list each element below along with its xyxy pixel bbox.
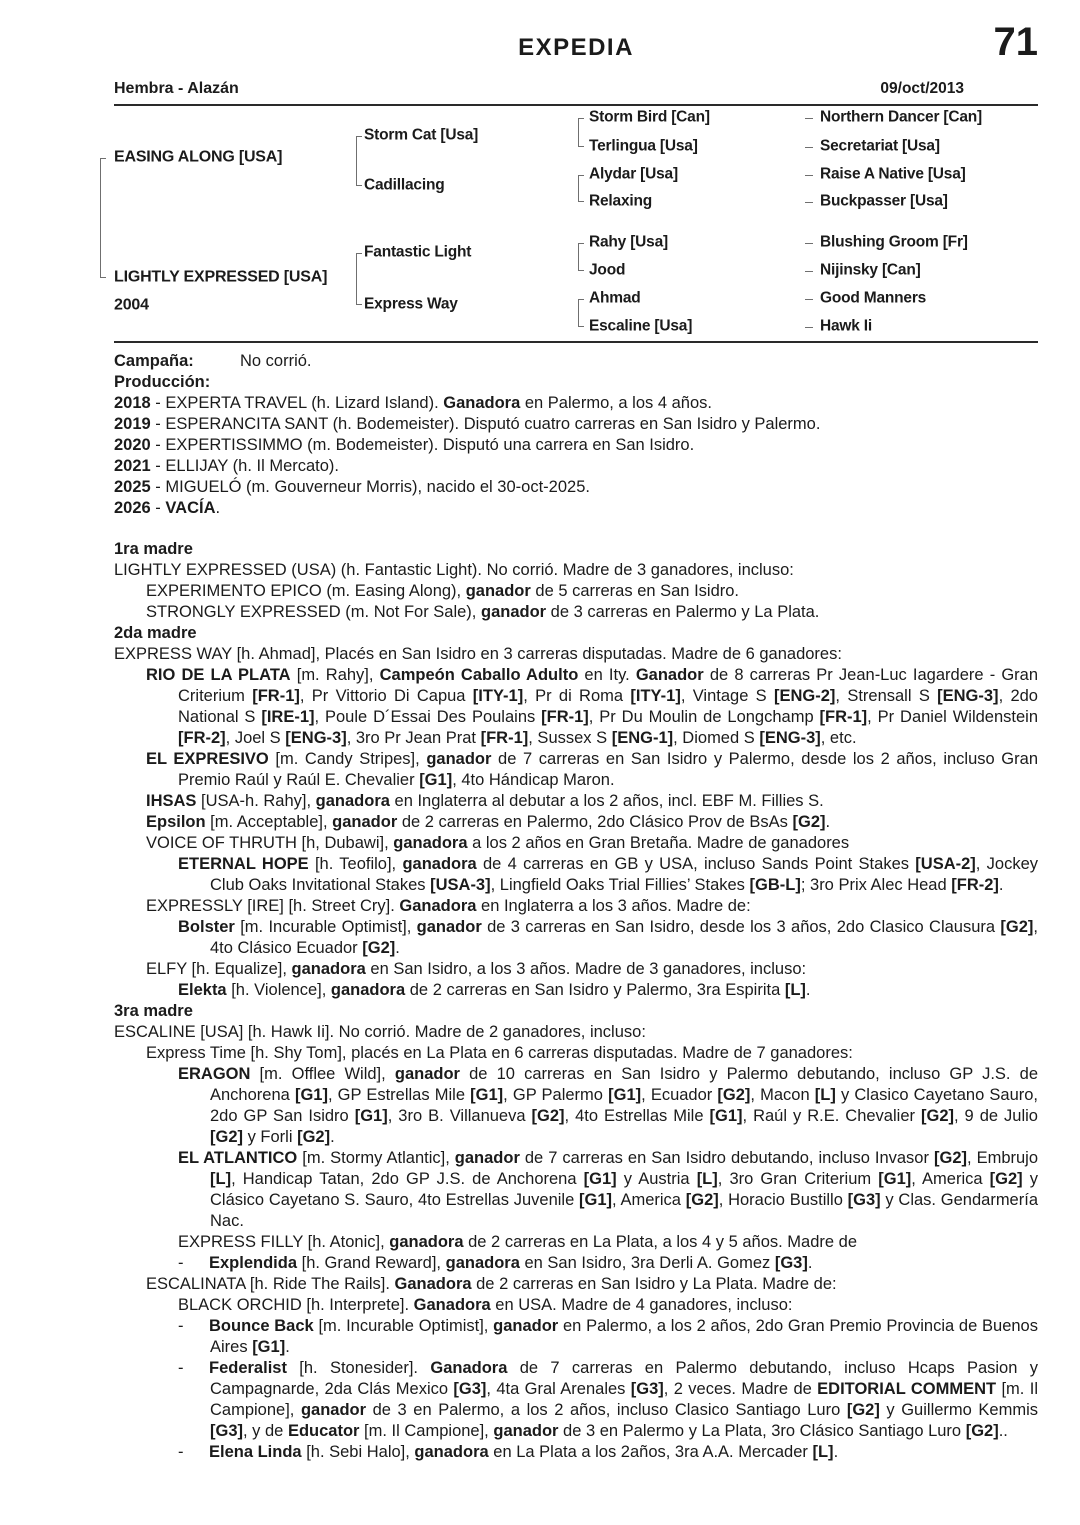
pedigree-node: Storm Bird [Can] [589,108,710,126]
emphasis-text: Elekta [178,981,227,999]
emphasis-text: Ganadora [430,1359,508,1377]
body-text: [h. Teofilo], [308,855,403,873]
campaign-label: Campaña: [114,352,194,370]
report-paragraph [114,1358,1038,1442]
tree-bracket [578,118,584,147]
emphasis-text: [G1] [878,1170,912,1188]
emphasis-text: [L] [696,1170,718,1188]
emphasis-text: Campeón Caballo Adulto [379,666,579,684]
report-paragraph [114,644,1038,665]
production-entry [114,393,1038,414]
body-text: , America [612,1191,686,1209]
emphasis-text: [G3] [847,1191,881,1209]
emphasis-text: ganador [480,603,547,621]
emphasis-text: 2021 [114,457,151,475]
report-paragraph [114,980,1038,1001]
body-text: y Clas. Gendarmería Nac. [210,1191,1038,1230]
body-text: BLACK ORCHID [h. Interprete]. [178,1296,414,1314]
body-text: . [805,981,811,999]
tree-bracket [100,158,106,278]
emphasis-text: EL EXPRESIVO [146,750,269,768]
emphasis-text: [G1] [252,1338,286,1356]
body-text: , Jockey Club Oaks Invitational Stakes [210,855,1038,894]
emphasis-text: [G3] [774,1254,808,1272]
emphasis-text: [G1] [354,1107,388,1125]
body-text: , y de [243,1422,288,1440]
report-paragraph [114,1316,1038,1358]
emphasis-text: [G2] [920,1107,954,1125]
emphasis-text: [L] [210,1170,232,1188]
emphasis-text: Bounce Back [209,1317,314,1335]
emphasis-text: 2025 [114,478,151,496]
production-entry [114,498,1038,519]
emphasis-text: [FR-2] [178,729,226,747]
pedigree-tree [114,106,1038,341]
emphasis-text: [USA-3] [430,876,491,894]
body-text: , 4to Clásico Ecuador [210,918,1038,957]
header-subrow [114,80,1038,98]
emphasis-text: [G2] [531,1107,565,1125]
sex-coat-label: Hembra - Alazán [114,80,239,97]
campaign-line [114,351,1038,372]
pedigree-node: Escaline [Usa] [589,317,693,335]
emphasis-text: [FR-2] [951,876,999,894]
body-text: , Joel S [225,729,286,747]
body-text: . [998,876,1004,894]
emphasis-text: ganador [332,813,398,831]
emphasis-text: Explendida [209,1254,298,1272]
emphasis-text: ganadora [330,981,406,999]
body-text: , 3ro B. Villanueva [387,1107,532,1125]
emphasis-text: Ganadora [394,1275,472,1293]
report-paragraph [114,560,1038,581]
body-text: , Pr Vittorio Di Capua [299,687,473,705]
emphasis-text: [G1] [608,1086,642,1104]
emphasis-text: [ITY-1] [472,687,524,705]
emphasis-text: ETERNAL HOPE [178,855,309,873]
report-paragraph [114,1295,1038,1316]
tree-dash [805,299,813,300]
body-text: . [395,939,400,957]
pedigree-node: Fantastic Light [364,243,472,261]
body-text: en Ity. [578,666,636,684]
emphasis-text: [G1] [579,1191,613,1209]
tree-bracket [356,136,362,186]
report-paragraph [114,1148,1038,1232]
section-heading: 3ra madre [114,1002,193,1020]
emphasis-text: [G1] [709,1107,743,1125]
pedigree-node: Northern Dancer [Can] [820,108,983,126]
emphasis-text: Ganador [635,666,704,684]
body-text: de 7 carreras en San Isidro y Palermo, desde los 2 años, incluso Gran Premio Raúl y Raúl E. Chevalier [178,750,1038,789]
production-entry [114,477,1038,498]
emphasis-text: [FR-1] [541,708,589,726]
body-text: , Poule D´Essai Des Poulains [314,708,542,726]
emphasis-text: [G2] [792,813,826,831]
report-paragraph [114,1253,1038,1274]
pedigree-node: Jood [589,261,626,279]
body-text: , America [911,1170,990,1188]
body-text: , 4to Hándicap Maron. [452,771,615,789]
pedigree-node: EASING ALONG [USA] [114,148,283,166]
emphasis-text: Ganadora [443,394,521,412]
report-paragraph [114,665,1038,749]
body-text: , Ecuador [641,1086,718,1104]
body-text: ESCALINE [USA] [h. Hawk Ii]. No corrió. Madre de 2 ganadores, incluso: [114,1023,646,1041]
list-dash: - [178,1443,184,1461]
pedigree-node: Terlingua [Usa] [589,137,698,155]
body-text: , 2do National S [178,687,1038,726]
emphasis-text: ganador [493,1317,559,1335]
emphasis-text: [G2] [933,1149,967,1167]
body-text: , Pr Daniel Wildenstein [867,708,1038,726]
body-text: , GP Estrellas Mile [327,1086,471,1104]
emphasis-text: [G2] [1000,918,1034,936]
emphasis-text: [G1] [470,1086,504,1104]
body-text: [m. Acceptable], [205,813,333,831]
body-text: de 7 carreras en San Isidro debutando, incluso Invasor [519,1149,934,1167]
body-text: de 5 carreras en San Isidro. [530,582,740,600]
emphasis-text: ganador [465,582,531,600]
emphasis-text: VACÍA [165,499,216,517]
emphasis-text: 2018 [114,394,151,412]
body-text: , 2 veces. Madre de [663,1380,818,1398]
body-text: [h. Violence], [226,981,331,999]
body-text: de 7 carreras en Palermo debutando, incluso Hcaps Pasion y Campagnarde, 2da Clás Mexico [210,1359,1038,1398]
emphasis-text: [G1] [583,1170,617,1188]
body-text: , GP Palermo [503,1086,609,1104]
report-paragraph [114,581,1038,602]
pedigree-node: Good Manners [820,289,927,307]
emphasis-text: ganadora [389,1233,464,1251]
body-text: . [215,499,221,517]
body-text: de 2 carreras en San Isidro y Palermo, 3ra Espirita [405,981,785,999]
body-text: de 3 en Palermo y La Plata, 3ro Clásico Santiago Luro [558,1422,966,1440]
pedigree-node: Hawk Ii [820,317,873,335]
sale-date: 09/oct/2013 [880,80,964,97]
emphasis-text: [L] [814,1086,836,1104]
body-text: - [150,499,166,517]
emphasis-text: ganadora [414,1443,489,1461]
report-paragraph [114,1232,1038,1253]
emphasis-text: [FR-1] [252,687,300,705]
tree-dash [805,271,813,272]
emphasis-text: ganador [416,918,482,936]
body-text: [USA-h. Rahy], [196,792,316,810]
emphasis-text: [G2] [717,1086,751,1104]
body-text: - MIGUELÓ (m. Gouverneur Morris), nacido el 30-oct-2025. [150,478,590,496]
body-text: [m. Candy Stripes], [268,750,427,768]
body-text: EXPRESS WAY [h. Ahmad], Placés en San Isidro en 3 carreras disputadas. Madre de 6 ganadores: [114,645,842,663]
production-entry [114,435,1038,456]
report-paragraph [114,1442,1038,1463]
emphasis-text: [G2] [685,1191,719,1209]
production-list [114,393,1038,519]
emphasis-text: [ENG-3] [285,729,347,747]
body-text: - EXPERTA TRAVEL (h. Lizard Island). [150,394,444,412]
body-text: [m. Il Campione], [359,1422,494,1440]
pedigree-node: Express Way [364,295,458,313]
page-number: 71 [993,20,1038,64]
emphasis-text: Educator [287,1422,360,1440]
list-dash: - [178,1254,184,1272]
body-text: EXPERIMENTO EPICO (m. Easing Along), [146,582,466,600]
emphasis-text: ganador [493,1422,559,1440]
body-text: de 3 en Palermo, a los 2 años, incluso Clasico Santiago Luro [366,1401,847,1419]
body-text: en USA. Madre de 4 ganadores, incluso: [490,1296,793,1314]
emphasis-text: Ganadora [399,897,477,915]
body-text: .. [998,1422,1008,1440]
emphasis-text: [G1] [419,771,453,789]
body-text: LIGHTLY EXPRESSED (USA) (h. Fantastic Light). No corrió. Madre de 3 ganadores, incluso: [114,561,794,579]
body-text: y Forli [243,1128,298,1146]
emphasis-text: [ENG-3] [937,687,999,705]
body-text: a los 2 años en Gran Bretaña. Madre de ganadores [467,834,850,852]
pedigree-node: Rahy [Usa] [589,233,668,251]
report-paragraph [114,812,1038,833]
emphasis-text: IHSAS [146,792,197,810]
pedigree-node: Storm Cat [Usa] [364,126,479,144]
tree-dash [805,175,813,176]
list-dash: - [178,1359,184,1377]
emphasis-text: [G2] [965,1422,999,1440]
body-text: VOICE OF THRUTH [h, Dubawi], [146,834,394,852]
body-text: , Pr Du Moulin de Longchamp [588,708,820,726]
emphasis-text: ERAGON [178,1065,251,1083]
emphasis-text: ganador [426,750,492,768]
section-heading: 2da madre [114,624,197,642]
report-paragraph [114,854,1038,896]
body-text: en Inglaterra a los 3 años. Madre de: [476,897,751,915]
emphasis-text: Ganadora [413,1296,491,1314]
emphasis-text: [L] [784,981,806,999]
body-text: en San Isidro, 3ra Derli A. Gomez [519,1254,775,1272]
emphasis-text: ganadora [402,855,477,873]
pedigree-node: LIGHTLY EXPRESSED [USA] [114,268,328,286]
body-text: de 3 carreras en San Isidro, desde los 3 años, 2do Clasico Clausura [481,918,1001,936]
emphasis-text: 2026 [114,499,151,517]
emphasis-text: EL ATLANTICO [178,1149,298,1167]
production-label: Producción: [114,373,211,391]
body-text: . [807,1254,813,1272]
emphasis-text: [ENG-3] [759,729,821,747]
body-text: de 4 carreras en GB y USA, incluso Sands Point Stakes [476,855,916,873]
emphasis-text: [G2] [210,1128,243,1146]
body-text: . [833,1443,839,1461]
production-entry [114,414,1038,435]
report-paragraph [114,791,1038,812]
body-text: ESCALINATA [h. Ride The Rails]. [146,1275,395,1293]
section-heading: 1ra madre [114,540,193,558]
body-text: . [330,1128,335,1146]
body-text: de 2 carreras en Palermo, 2do Clásico Prov de BsAs [397,813,793,831]
pedigree-node: Blushing Groom [Fr] [820,233,968,251]
body-text: [h. Sebi Halo], [301,1443,415,1461]
emphasis-text: Epsilon [146,813,206,831]
emphasis-text: [GB-L] [749,876,801,894]
list-dash: - [178,1317,184,1335]
body-text: STRONGLY EXPRESSED (m. Not For Sale), [146,603,481,621]
body-text: y Clásico Cayetano S. Sauro, 4to Estrellas Juvenile [210,1170,1038,1209]
pedigree-node: Relaxing [589,192,653,210]
body-text: ELFY [h. Equalize], [146,960,292,978]
tree-bracket [578,299,584,327]
emphasis-text: [ENG-2] [774,687,836,705]
page-title: EXPEDIA [518,34,634,61]
emphasis-text: [USA-2] [915,855,976,873]
report-paragraph [114,959,1038,980]
production-entry [114,456,1038,477]
emphasis-text: EDITORIAL COMMENT [817,1380,997,1398]
emphasis-text: [IRE-1] [261,708,315,726]
pedigree-node: Alydar [Usa] [589,165,678,183]
emphasis-text: [FR-1] [819,708,868,726]
body-text: , Embrujo [966,1149,1039,1167]
report-paragraph [114,749,1038,791]
emphasis-text: RIO DE LA PLATA [146,666,291,684]
tree-bracket [356,253,362,305]
body-text: - ESPERANCITA SANT (h. Bodemeister). Disputó cuatro carreras en San Isidro y Palermo. [150,415,821,433]
tree-bracket [578,243,584,271]
body-text: en Inglaterra al debutar a los 2 años, incl. EBF M. Fillies S. [389,792,824,810]
body-text: , 9 de Julio [953,1107,1038,1125]
tree-dash [805,147,813,148]
emphasis-text: [ITY-1] [630,687,681,705]
body-text: de 10 carreras en San Isidro y Palermo debutando, incluso GP J.S. de Anchorena [210,1065,1038,1104]
tree-bracket [578,175,584,202]
body-text: . [825,813,831,831]
pedigree-report [114,343,1038,1463]
body-text: y Clasico Cayetano Sauro, 2do GP San Isidro [210,1086,1038,1125]
emphasis-text: [G3] [210,1422,243,1440]
report-paragraph [114,1064,1038,1148]
emphasis-text: [G3] [453,1380,487,1398]
body-text: y Austria [616,1170,697,1188]
pedigree-node: 2004 [114,296,149,314]
body-text: y Guillermo Kemmis [879,1401,1038,1419]
emphasis-text: ganadora [393,834,468,852]
body-text: , 3ro Pr Jean Prat [346,729,481,747]
body-text: en Palermo, a los 4 años. [520,394,712,412]
body-text: , 4ta Gral Arenales [486,1380,631,1398]
pedigree-node: Raise A Native [Usa] [820,165,966,183]
body-text: , etc. [820,729,857,747]
tree-dash [805,327,813,328]
body-text: Express Time [h. Shy Tom], placés en La Plata en 6 carreras disputadas. Madre de 7 ganadores: [146,1044,853,1062]
emphasis-text: 2020 [114,436,151,454]
body-text: ; 3ro Prix Alec Head [800,876,952,894]
emphasis-text: ganador [394,1065,460,1083]
emphasis-text: 2019 [114,415,151,433]
emphasis-text: ganadora [315,792,390,810]
pedigree-node: Nijinsky [Can] [820,261,921,279]
body-text: de 2 carreras en La Plata, a los 4 y 5 años. Madre de [463,1233,858,1251]
body-text: en La Plata a los 2años, 3ra A.A. Mercader [488,1443,813,1461]
body-text: EXPRESS FILLY [h. Atonic], [178,1233,390,1251]
body-text: , Diomed S [673,729,760,747]
page-header [114,0,1038,104]
body-text: , Vintage S [680,687,774,705]
emphasis-text: ganadora [291,960,366,978]
body-text: en Palermo, a los 2 años, 2do Gran Premio Provincia de Buenos Aires [210,1317,1038,1356]
emphasis-text: [G2] [846,1401,880,1419]
report-paragraph [114,602,1038,623]
emphasis-text: [G3] [630,1380,664,1398]
emphasis-text: [G2] [362,939,396,957]
report-paragraph [114,1022,1038,1043]
body-text: . [285,1338,290,1356]
campaign-value: No corrió. [240,352,312,370]
pedigree-node: Secretariat [Usa] [820,137,940,155]
body-text: [m. Stormy Atlantic], [297,1149,455,1167]
emphasis-text: Elena Linda [209,1443,302,1461]
body-text: de 3 carreras en Palermo y La Plata. [546,603,820,621]
tree-dash [805,118,813,119]
body-text: , 3ro Gran Criterium [717,1170,879,1188]
report-paragraph [114,1043,1038,1064]
body-text: , Handicap Tatan, 2do GP J.S. de Anchorena [231,1170,584,1188]
body-text: [m. Offlee Wild], [250,1065,395,1083]
emphasis-text: [FR-1] [480,729,529,747]
body-text: , Lingfield Oaks Trial Fillies’ Stakes [490,876,750,894]
report-paragraph [114,833,1038,854]
body-text: [m. Incurable Optimist], [234,918,417,936]
body-text: en San Isidro, a los 3 años. Madre de 3 ganadores, incluso: [365,960,807,978]
body-text: , Raúl y R.E. Chevalier [742,1107,921,1125]
report-paragraph [114,1274,1038,1295]
emphasis-text: [G2] [297,1128,331,1146]
body-text: , Macon [750,1086,815,1104]
emphasis-text: [G1] [294,1086,328,1104]
body-text: [m. Incurable Optimist], [313,1317,494,1335]
body-text: [m. Il Campione], [210,1380,1038,1419]
body-text: de 2 carreras en San Isidro y La Plata. Madre de: [471,1275,837,1293]
body-text: [h. Stonesider]. [286,1359,431,1377]
pedigree-node: Buckpasser [Usa] [820,192,948,210]
emphasis-text: ganador [300,1401,367,1419]
body-text: , Strensall S [835,687,938,705]
body-text: - ELLIJAY (h. Il Mercato). [150,457,340,475]
emphasis-text: [ENG-1] [611,729,674,747]
body-text: , Sussex S [528,729,612,747]
body-text: - EXPERTISSIMMO (m. Bodemeister). Disputó una carrera en San Isidro. [150,436,695,454]
body-text: , Pr di Roma [523,687,631,705]
emphasis-text: ganador [454,1149,520,1167]
pedigree-node: Ahmad [589,289,641,307]
pedigree-node: Cadillacing [364,176,445,194]
body-text: , Horacio Bustillo [718,1191,848,1209]
tree-dash [805,202,813,203]
emphasis-text: [L] [812,1443,834,1461]
report-paragraph [114,917,1038,959]
body-text: [m. Rahy], [290,666,380,684]
report-paragraph [114,896,1038,917]
body-text: , 4to Estrellas Mile [564,1107,710,1125]
body-text: de 8 carreras Pr Jean-Luc Iagardere - Gran Criterium [178,666,1039,705]
emphasis-text: [G2] [989,1170,1023,1188]
emphasis-text: Bolster [178,918,235,936]
body-text: [h. Grand Reward], [297,1254,446,1272]
mare-sections [114,539,1038,1463]
tree-dash [805,243,813,244]
body-text: EXPRESSLY [IRE] [h. Street Cry]. [146,897,400,915]
emphasis-text: ganadora [445,1254,520,1272]
emphasis-text: Federalist [209,1359,287,1377]
